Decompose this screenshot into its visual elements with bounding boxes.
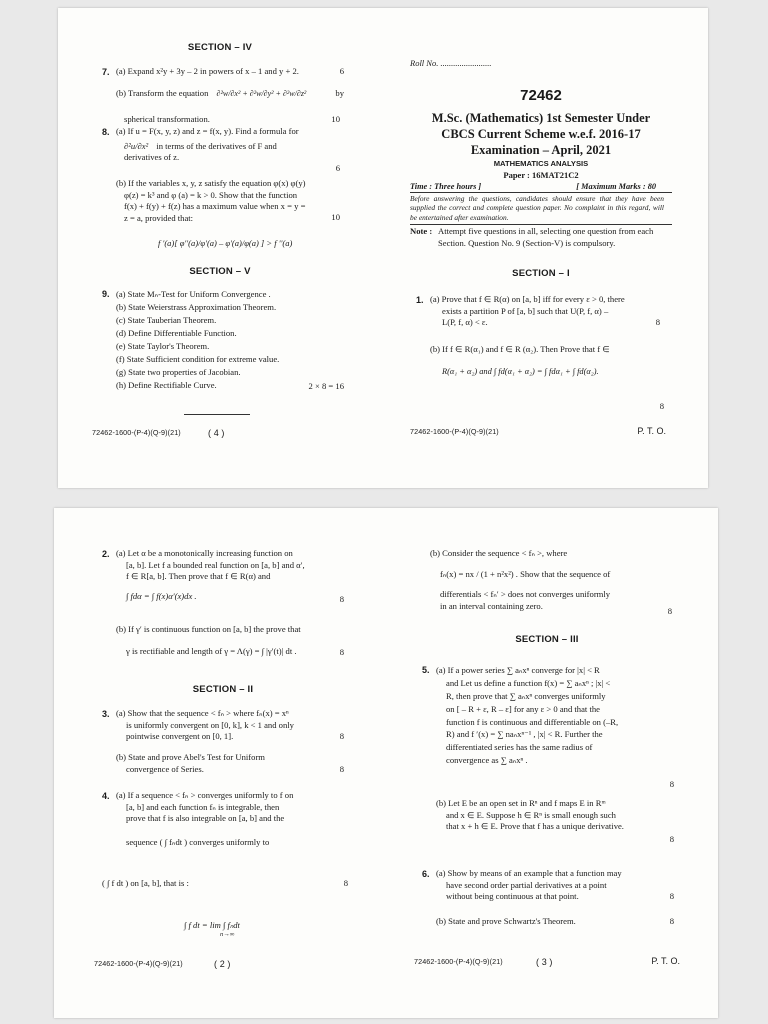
q9-item-f: (f) State Sufficient condition for extreme value. xyxy=(116,354,280,365)
q1a-line2: exists a partition P of [a, b] such that U(P, f, α) – xyxy=(442,305,609,316)
page3-pto: P. T. O. xyxy=(651,956,680,966)
q3b xyxy=(116,752,350,775)
q4a-limit-sub: n→∞ xyxy=(220,931,235,938)
q5b-line2: and x ∈ E. Suppose h ∈ Rⁿ is small enough such xyxy=(446,809,616,820)
q1a-line3: L(P, f, α) < ε. xyxy=(442,317,488,328)
q4b-line1: (b) Consider the sequence < fₙ >, where xyxy=(430,548,568,558)
q8-number: 8. xyxy=(102,127,110,137)
q5a-line1: (a) If a power series ∑ aₙxⁿ converge for |x| < R xyxy=(436,665,600,675)
note-rule xyxy=(410,224,672,225)
q7b-by: by xyxy=(335,88,344,98)
q2b-line1: (b) If γ′ is continuous function on [a, b] the prove that xyxy=(116,624,301,634)
q6a-line2: have second order partial derivatives at a point xyxy=(446,879,607,890)
note-label: Note : xyxy=(410,226,433,236)
q3-number: 3. xyxy=(102,709,110,719)
q8b-condition: f ′(a)[ φ′′(a)/φ′(a) – φ′(a)/φ(a) ] > f ′′(a) xyxy=(158,238,293,248)
q2b-marks: 8 xyxy=(339,647,344,657)
q4b xyxy=(430,548,680,616)
q8b xyxy=(116,178,348,224)
q3b-line2: convergence of Series. xyxy=(126,763,204,774)
section-iii-heading: SECTION – III xyxy=(515,634,579,645)
q5a-line5: function f is continuous and differentiable on (–R, xyxy=(446,716,619,727)
q4a-line5: ( ∫ f dt ) on [a, b], that is : xyxy=(102,878,189,888)
q1a-line1: (a) Prove that f ∈ R(α) on [a, b] iff for every ε > 0, there xyxy=(430,294,625,304)
instructions: Before answering the questions, candidates should ensure that they have been supplied the correct and complete question paper. No complaint in this regard, will be entertained after examination. xyxy=(410,194,664,222)
end-rule xyxy=(184,414,250,415)
q8b-line4: z = a, provided that: xyxy=(124,212,194,223)
q1a xyxy=(430,294,668,329)
paper-id: Paper : 16MAT21C2 xyxy=(503,170,579,180)
subject: MATHEMATICS ANALYSIS xyxy=(493,159,589,168)
page3-number: ( 3 ) xyxy=(536,957,553,967)
q1a-marks: 8 xyxy=(655,317,660,327)
q3a-marks: 8 xyxy=(339,731,344,741)
q4a-line1: (a) If a sequence < fₙ > converges uniformly to f on xyxy=(116,790,294,800)
q8a-marks: 6 xyxy=(335,163,340,173)
page1-pto: P. T. O. xyxy=(637,426,666,436)
q7b-equation: ∂²w/∂x² + ∂²w/∂y² + ∂²w/∂z² xyxy=(216,89,307,98)
q9-item-d: (d) Define Differentiable Function. xyxy=(116,328,237,339)
exam-title-1: M.Sc. (Mathematics) 1st Semester Under xyxy=(431,111,651,125)
q7b-marks: 10 xyxy=(331,114,340,124)
max-marks: [ Maximum Marks : 80 xyxy=(576,182,656,191)
q5a-marks: 8 xyxy=(669,779,674,789)
q7b-text: (b) Transform the equation xyxy=(116,88,209,98)
q2a-marks: 8 xyxy=(339,594,344,604)
q4a-line2: [a, b] and each function fₙ is integrable, then xyxy=(126,801,280,812)
q9-item-h: (h) Define Rectifiable Curve. xyxy=(116,380,217,391)
q9-marks: 2 × 8 = 16 xyxy=(308,381,344,391)
q5a-line8: convergence as ∑ aₙxⁿ . xyxy=(446,755,528,766)
q6b xyxy=(436,916,680,928)
q8a-line2-wrap xyxy=(116,141,348,153)
q6a-marks: 8 xyxy=(669,891,674,901)
note-text: Attempt five questions in all, selecting one question from each Section. Question No. 9 (Section-V) is compulsory. xyxy=(438,226,654,248)
q7b-text-2: spherical transformation. xyxy=(124,114,210,124)
page4-footer: 72462-1600-(P-4)(Q-9)(21) xyxy=(92,428,181,437)
q2a-line1: (a) Let α be a monotonically increasing function on xyxy=(116,548,293,558)
q7a-marks: 6 xyxy=(339,66,344,76)
q5a-line2: and Let us define a function f(x) = ∑ aₙxⁿ ; |x| < xyxy=(446,677,611,688)
page-1 xyxy=(410,58,672,443)
q6a-line3: without being continuous at that point. xyxy=(446,891,579,902)
q6b-line1: (b) State and prove Schwartz's Theorem. xyxy=(436,916,576,926)
q4-number: 4. xyxy=(102,791,110,801)
q1b-line2: R(α₁ + α₂) and ∫ fd(α₁ + α₂) = ∫ fdα₁ + ∫ fd(α₂). xyxy=(442,366,599,376)
page-3 xyxy=(414,548,680,973)
q3a-line1: (a) Show that the sequence < fₙ > where fₙ(x) = xⁿ xyxy=(116,708,289,718)
q4b-marks: 8 xyxy=(667,606,672,616)
q5b xyxy=(436,798,680,844)
q3a-line3: pointwise convergent on [0, 1]. xyxy=(126,731,234,742)
q7b xyxy=(116,88,348,100)
q1b-line1: (b) If f ∈ R(α₁) and f ∈ R (α₂). Then Prove that f ∈ xyxy=(430,344,610,354)
time: Time : Three hours ] xyxy=(410,182,482,191)
q4b-line4: in an interval containing zero. xyxy=(440,600,543,611)
page1-footer: 72462-1600-(P-4)(Q-9)(21) xyxy=(410,427,499,436)
q5a-line6: R) and f ′(x) = ∑ naₙxⁿ⁻¹ , |x| < R. Further the xyxy=(446,729,603,740)
q4b-line3: differentials < fₙ′ > does not converges uniformly xyxy=(440,589,611,600)
q9-list xyxy=(116,288,348,393)
q2b-line2: γ is rectifiable and length of γ = Λ(γ) = ∫ |γ′(t)| dt . xyxy=(126,645,297,656)
q5a-line7: differentiated series has the same radius of xyxy=(446,742,593,753)
paper-code: 72462 xyxy=(520,87,562,104)
q1-number: 1. xyxy=(416,295,424,305)
q9-item-g: (g) State two properties of Jacobian. xyxy=(116,367,241,378)
q8a-line1: (a) If u = F(x, y, z) and z = f(x, y). Find a formula for xyxy=(116,126,299,136)
exam-title-2: CBCS Current Scheme w.e.f. 2016-17 xyxy=(441,127,641,141)
q6b-marks: 8 xyxy=(669,916,674,926)
q4a-limit: ∫ f dt = lim ∫ fₙdt xyxy=(184,920,240,930)
q5a-line3: R, then prove that ∑ aₙxⁿ converges uniformly xyxy=(446,690,606,701)
q4a-line3: prove that f is also integrable on [a, b] and the xyxy=(126,813,285,824)
q1b-marks: 8 xyxy=(659,401,664,411)
q5-number: 5. xyxy=(422,665,430,675)
q7b-cont xyxy=(124,114,348,126)
q3a-line2: is uniformly convergent on [0, k], k < 1 and only xyxy=(126,719,294,730)
q7a-text: (a) Expand x²y + 3y – 2 in powers of x – 1 and y + 2. xyxy=(116,66,299,76)
q2a xyxy=(116,548,350,602)
q6a xyxy=(436,868,680,903)
section-v-heading: SECTION – V xyxy=(189,266,251,277)
q5b-line1: (b) Let E be an open set in Rⁿ and f maps E in Rᵐ xyxy=(436,798,606,808)
section-i-heading: SECTION – I xyxy=(512,268,570,279)
q8b-line3: f(x) + f(y) + f(z) has a maximum value when x = y = xyxy=(124,201,306,212)
q3b-line1: (b) State and prove Abel's Test for Uniform xyxy=(116,752,265,762)
q3b-marks: 8 xyxy=(339,764,344,774)
q2a-line2: [a, b]. Let f a bounded real function on [a, b] and α′, xyxy=(126,559,305,570)
q9-item-a: (a) State Mₙ-Test for Uniform Convergence . xyxy=(116,289,271,299)
page2-footer: 72462-1600-(P-4)(Q-9)(21) xyxy=(94,959,183,968)
q2a-line4: ∫ fdα = ∫ f(x)α′(x)dx . xyxy=(126,590,197,601)
q5b-marks: 8 xyxy=(669,834,674,844)
time-rule xyxy=(410,192,672,193)
q5a xyxy=(436,664,680,789)
q5b-line3: that x + h ∈ E. Prove that f has a unique derivative. xyxy=(446,821,624,832)
q9-item-e: (e) State Taylor's Theorem. xyxy=(116,341,210,352)
page-2 xyxy=(94,548,352,973)
q2a-line3: f ∈ R[a, b]. Then prove that f ∈ R(α) and xyxy=(126,571,271,582)
page4-number: ( 4 ) xyxy=(208,428,225,438)
q9-item-b: (b) State Weierstrass Approximation Theorem. xyxy=(116,302,277,313)
exam-title-3: Examination – April, 2021 xyxy=(470,143,612,157)
q4a-marks: 8 xyxy=(343,878,348,888)
q4a-line4: sequence ( ∫ fₙdt ) converges uniformly to xyxy=(126,836,270,847)
q8a-line3: derivatives of z. xyxy=(124,152,180,163)
section-ii-heading: SECTION – II xyxy=(192,684,254,695)
page-4 xyxy=(92,42,348,442)
q8b-marks: 10 xyxy=(331,212,340,222)
q8a xyxy=(116,126,348,173)
q4a xyxy=(116,790,350,848)
q9-number: 9. xyxy=(102,289,110,299)
page2-number: ( 2 ) xyxy=(214,959,231,969)
q4b-line2: fₙ(x) = nx / (1 + n²x²) . Show that the sequence of xyxy=(440,568,611,579)
q8b-line2: φ(z) = k³ and φ (a) = k > 0. Show that the function xyxy=(124,189,298,200)
q7-number: 7. xyxy=(102,67,110,77)
q2-number: 2. xyxy=(102,549,110,559)
q9-item-c: (c) State Tauberian Theorem. xyxy=(116,315,217,326)
q8b-line1: (b) If the variables x, y, z satisfy the equation φ(x) φ(y) xyxy=(116,178,306,188)
section-iv-heading: SECTION – IV xyxy=(187,42,253,53)
q6a-line1: (a) Show by means of an example that a function may xyxy=(436,868,622,878)
q8a-line2: in terms of the derivatives of F and xyxy=(156,140,277,151)
q8a-equation: ∂²u/∂x² xyxy=(124,140,149,151)
q3a xyxy=(116,708,350,743)
q1b xyxy=(430,344,668,377)
q7a xyxy=(116,66,348,78)
q2b xyxy=(116,624,350,657)
q5a-line4: on [ – R + ε, R – ε] for any ε > 0 and that the xyxy=(446,703,600,714)
page3-footer: 72462-1600-(P-4)(Q-9)(21) xyxy=(414,957,503,966)
q6-number: 6. xyxy=(422,869,430,879)
roll-number: Roll No. ........................ xyxy=(410,58,492,68)
